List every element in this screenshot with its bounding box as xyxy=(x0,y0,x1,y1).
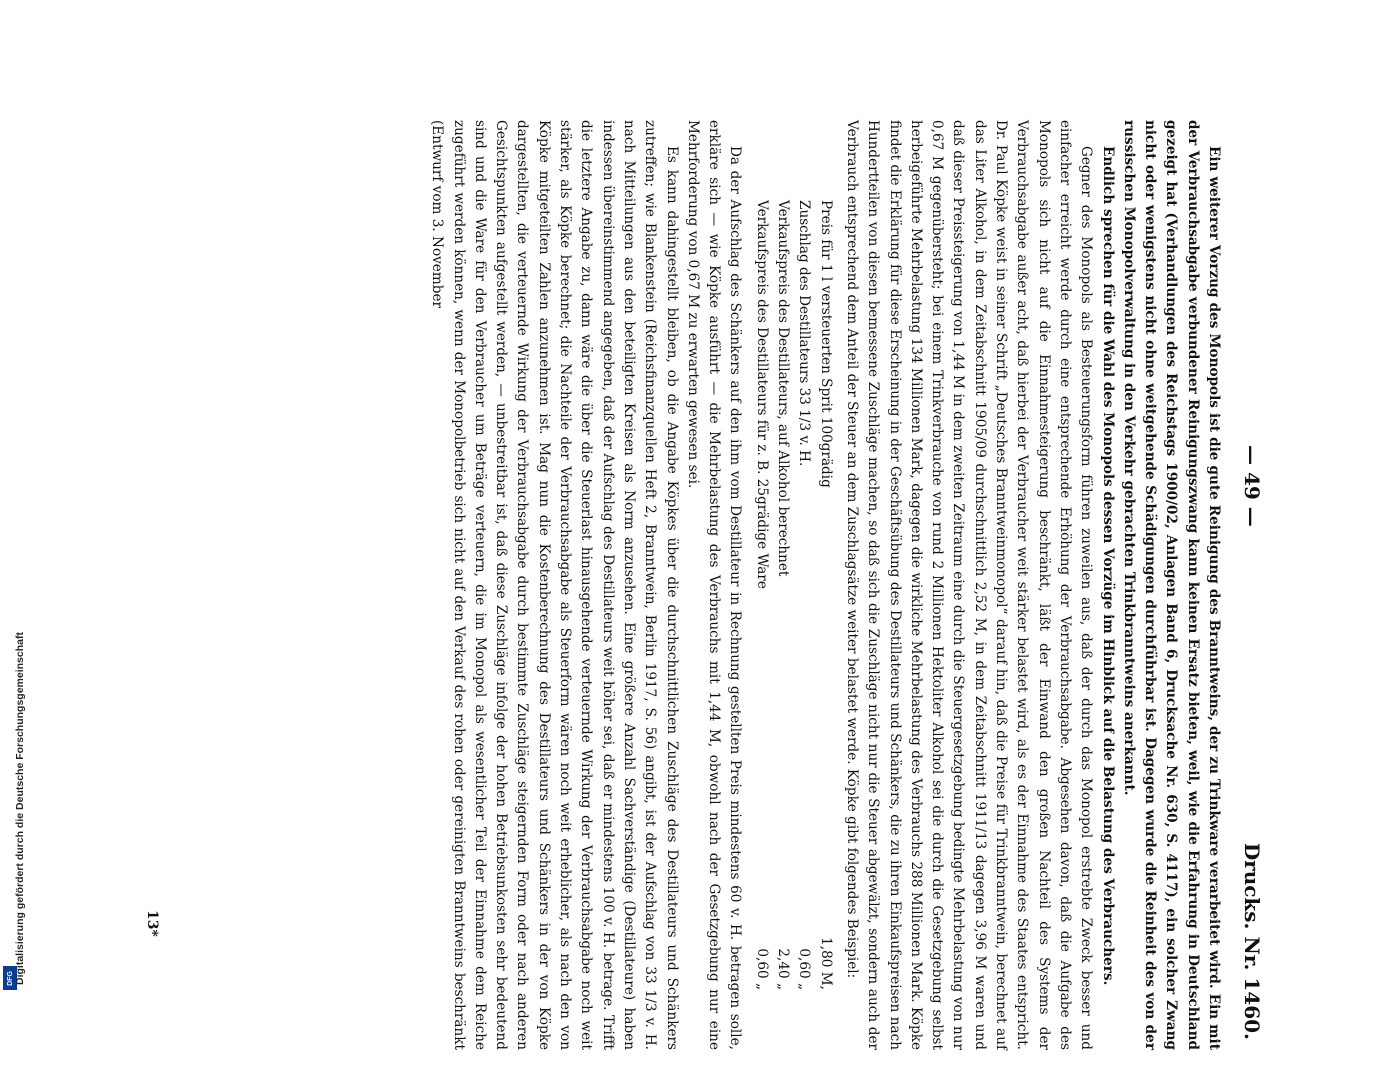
calc-row: Zuschlag des Destillateurs 33 1/3 v. H. 0,60 „ xyxy=(796,200,813,990)
price-calculation xyxy=(750,200,835,990)
page-number: — 49 — xyxy=(1240,445,1264,527)
paragraph: Da der Aufschlag des Schänkers auf den ihm vom Destillateur in Rechnung gestellten Preis mindestens 60 v. H. betragen solle, erkläre sich — wie Köpke ausführt — die Mehrbelastung des Verbrauchs mit 1,44 M, obwohl nach der Gesetzgebung nur eine Mehrforderung von 0,67 M zu erwarten gewesen sei. xyxy=(684,120,744,1050)
paragraph: Es kann dahingestellt bleiben, ob die Angabe Köpkes über die durchschnittlichen Zuschläge des Destillateurs und Schänkers zutreffen; wie Blankenstein (Reichsfinanzquellen Heft 2, Branntwein, Berlin 1917, S. 56) angibt, ist der Aufschlag von 33 1/3 v. H. nach Mitteilungen aus den beteiligten Kreisen als Norm anzusehen. Eine größere Anzahl Sachverständige (Destillateure) haben indessen übereinstimmend angegeben, daß der Aufschlag des Destillateurs weit höher sei, daß er mindestens 100 v. H. betrage. Trifft die letztere Angabe zu, dann wäre die über die Steuerlast hinausgehende verteuernde Wirkung der Verbrauchsabgabe noch weit stärker, als Köpke berechnet; die Nachteile der Verbrauchsabgabe als Steuerform wären noch weit erheblicher, als nach den von Köpke mitgeteilten Zahlen anzunehmen ist. Mag nun die Kostenberechnung des Destillateurs und Schänkers in der von Köpke dargestellten, die verteuernde Wirkung der Verbrauchsabgabe durch bestimmte Zuschläge steigernden Form oder nach anderen Gesichtspunkten aufgestellt werden, — unbestreitbar ist, daß diese Zuschläge infolge der hohen Betriebsunkosten sehr bedeutend sind und die Ware für den Verbraucher um Beträge verteuern, die im Monopol als wesentlicher Teil der Einnahme dem Reiche zugeführt werden können, wenn der Monopolbetrieb sich nicht auf den Verkauf des rohen oder gereinigten Branntweins beschränkt (Entwurf vom 3. November xyxy=(429,120,680,1050)
dfg-logo: DFG xyxy=(3,966,17,990)
page-body xyxy=(426,120,1224,1050)
signature-mark: 13* xyxy=(144,910,160,937)
calc-row: Verkaufspreis des Destillateurs für z. B. 25grädige Ware 0,60 „ xyxy=(753,200,770,990)
calc-row: Preis für 1 l versteuerten Sprit 100grädig 1,80 M, xyxy=(817,200,834,990)
calc-row: Verkaufspreis des Destillateurs, auf Alkohol berechnet 2,40 „ xyxy=(775,200,792,990)
document-number: Drucks. Nr. 1460. xyxy=(1240,842,1264,1040)
paragraph: Ein weiterer Vorzug des Monopols ist die gute Reinigung des Branntweins, der zu Trinkware verarbeitet wird. Ein mit der Verbrauchsabgabe verbundener Reinigungszwang kann keinen Ersatz bieten, weil, wie die Erfahrung in Deutschland gezeigt hat (Verhandlungen des Reichstags 1900/02, Anlagen Band 6, Drucksache Nr. 630, S. 4117), ein solcher Zwang nicht oder wenigstens nicht ohne weitgehende Schädigungen durchführbar ist. Dagegen wurde die Reinheit des von der russischen Monopolverwaltung in den Verkehr gebrachten Trinkbranntweins anerkannt. xyxy=(1120,120,1222,1050)
digitization-note: Digitalisierung gefördert durch die Deutsche Forschungsgemeinschaft xyxy=(14,632,26,985)
paragraph: Endlich sprechen für die Wahl des Monopols dessen Vorzüge im Hinblick auf die Belastung des Verbrauchers. xyxy=(1099,146,1116,986)
page xyxy=(120,70,1270,1070)
page-header xyxy=(1234,110,1264,1040)
sidebar xyxy=(0,0,24,1000)
paragraph: Gegner des Monopols als Besteuerungsform führen zuweilen aus, daß der durch das Monopol erstrebte Zweck besser und einfacher erreicht werde durch eine entsprechende Erhöhung der Verbrauchsabgabe. Abgesehen davon, daß die Aufgabe des Monopols sich nicht auf die Einnahmesteigerung beschränkt, läßt der Einwand den großen Nachteil des Systems der Verbrauchsabgabe außer acht, daß hierbei der Verbraucher weit stärker belastet wird, als es der Einnahme des Staates entspricht. Dr. Paul Köpke weist in seiner Schrift „Deutsches Branntweinmonopol“ darauf hin, daß die Preise für Trinkbranntwein, berechnet auf das Liter Alkohol, in dem Zeitabschnitt 1905/09 durchschnittlich 2,52 M, in dem Zeitabschnitt 1911/13 dagegen 3,96 M waren und daß dieser Preissteigerung von 1,44 M in dem zweiten Zeitraum eine durch die Steuergesetzgebung bedingte Mehrbelastung von nur 0,67 M gegenübersteht; bei einem Trinkverbrauche von rund 2 Millionen Hektoliter Alkohol sei die durch die Gesetzgebung selbst herbeigeführte Mehrbelastung 134 Millionen Mark, dagegen die wirkliche Mehrbelastung des Verbrauchs 288 Millionen Mark. Köpke findet die Erklärung für diese Erscheinung in der Geschäftsübung des Destillateurs und Schänkers, die zu ihren Einkaufspreisen nach Hundertteilen von diesen bemessene Zuschläge machen, so daß sich die Zuschläge nicht nur die Steuer abgewälzt, sondern auch der Verbrauch entsprechend dem Anteil der Steuer an dem Zuschlagsätze weiter belastet werde. Köpke gibt folgendes Beispiel: xyxy=(843,120,1095,1050)
rotated-page xyxy=(120,70,1270,1070)
